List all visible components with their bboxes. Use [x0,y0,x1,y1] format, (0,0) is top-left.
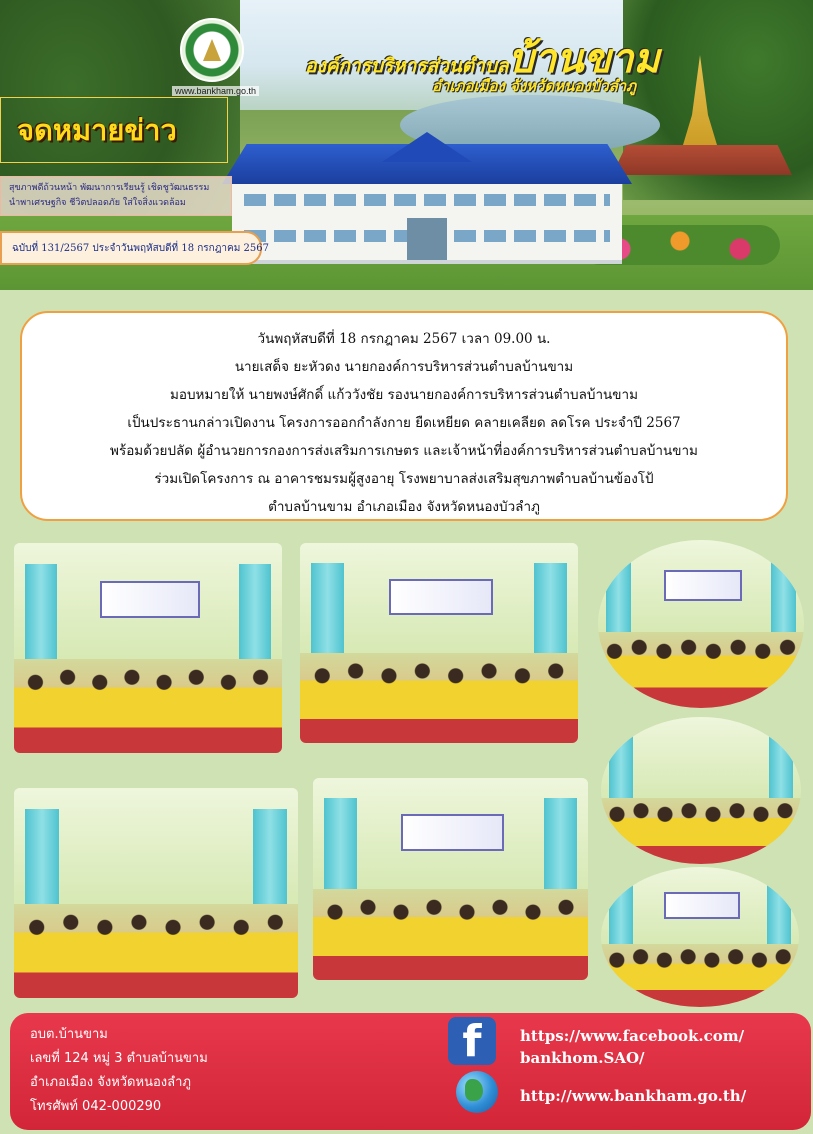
photo-curtain [609,732,633,798]
press-release-box [0,97,228,163]
photo-banner [664,570,742,601]
news-line: เป็นประธานกล่าวเปิดงาน โครงการออกกำลังกาย ยืดเหยียด คลายเคลียด ลดโรค ประจำปี 2567 [127,415,681,431]
news-line: มอบหมายให้ นายพงษ์ศักดิ์ แก้ววังชัย รองนายกองค์การบริหารส่วนตำบลบ้านขาม [169,387,638,403]
temple-roof [612,145,792,175]
event-photo [313,778,588,980]
photo-curtain [609,881,633,944]
website-link[interactable]: http://www.bankham.go.th/ [520,1087,747,1105]
facebook-icon[interactable] [448,1017,496,1065]
issue-number-box [0,231,269,265]
press-release-title: จดหมายข่าว [17,113,177,147]
news-line: ร่วมเปิดโครงการ ณ อาคารชมรมผู้สูงอายุ โรงพยาบาลส่งเสริมสุขภาพตำบลบ้านข้องโป้ [154,471,654,487]
slogan-line-2: นำพาเศรษฐกิจ ชีวิตปลอดภัย ใส่ใจสิ่งแวดล้อม [9,198,186,208]
news-line: พร้อมด้วยปลัด ผู้อำนวยการกองการส่งเสริมการเกษตร และเจ้าหน้าที่องค์การบริหารส่วนตำบลบ้านขาม [110,443,698,459]
photo-banner [389,579,493,615]
facebook-link-line-1[interactable]: https://www.facebook.com/ [520,1027,745,1045]
photo-curtain [606,557,631,633]
photo-audience [14,897,298,998]
slogan-line-1: สุขภาพดีถ้วนหน้า พัฒนาการเรียนรู้ เชิดชูวัฒนธรรม [9,183,210,193]
photo-audience [313,883,588,980]
facebook-icon-letter: f [462,1016,482,1067]
photo-curtain [767,881,791,944]
photo-audience [598,627,804,708]
footer-address: เลขที่ 124 หมู่ 3 ตำบลบ้านขาม [30,1051,208,1066]
event-photo [14,788,298,998]
photo-audience [300,647,578,743]
logo-website-text: www.bankham.go.th [172,86,259,96]
building-door [407,218,447,260]
office-building [222,140,632,262]
photo-curtain [769,732,793,798]
logo-stupa-icon [203,39,221,61]
news-text-box [20,311,788,521]
photo-audience [601,793,801,864]
header-banner [0,0,813,290]
footer-org-name: อบต.บ้านขาม [30,1027,108,1042]
photo-curtain [239,564,271,659]
photo-curtain [253,809,287,904]
event-photo [601,867,799,1007]
event-photo [300,543,578,743]
organization-logo [180,18,244,82]
contact-address [30,1023,208,1119]
footer-phone: โทรศัพท์ 042-000290 [30,1099,162,1114]
news-line: นายเสด็จ ยะหัวดง นายกองค์การบริหารส่วนตำบลบ้านขาม [234,359,574,375]
photo-curtain [25,564,57,659]
photo-curtain [311,563,344,653]
building-windows-upper [244,194,610,206]
photo-audience [601,940,799,1007]
news-line: ตำบลบ้านขาม อำเภอเมือง จังหวัดหนองบัวลำภู [268,499,540,515]
issue-text: ฉบับที่ 131/2567 ประจำวันพฤหัสบดีที่ 18 กรกฎาคม 2567 [12,242,269,254]
organization-title-prefix: องค์การบริหารส่วนตำบล [305,55,509,77]
event-photo [14,543,282,753]
contact-footer [10,1013,811,1130]
organization-title-main: บ้านขาม [508,36,660,82]
event-photo [598,540,804,708]
photo-banner [100,581,200,619]
photo-banner [664,892,739,918]
photo-curtain [771,557,796,633]
globe-icon [456,1071,498,1113]
footer-district: อำเภอเมือง จังหวัดหนองลำภู [30,1075,191,1090]
event-photo [601,717,801,864]
globe-land [465,1079,483,1101]
photo-curtain [25,809,59,904]
building-walls [232,184,622,264]
photo-audience [14,652,282,753]
facebook-link-line-2[interactable]: bankhom.SAO/ [520,1049,645,1067]
news-line: วันพฤหัสบดีที่ 18 กรกฎาคม 2567 เวลา 09.00 น. [257,331,551,347]
slogan-box [0,176,232,216]
photo-curtain [534,563,567,653]
photo-curtain [324,798,357,889]
photo-curtain [544,798,577,889]
organization-subtitle: อำเภอเมือง จังหวัดหนองบัวลำภู [432,77,637,95]
photo-banner [401,814,504,850]
